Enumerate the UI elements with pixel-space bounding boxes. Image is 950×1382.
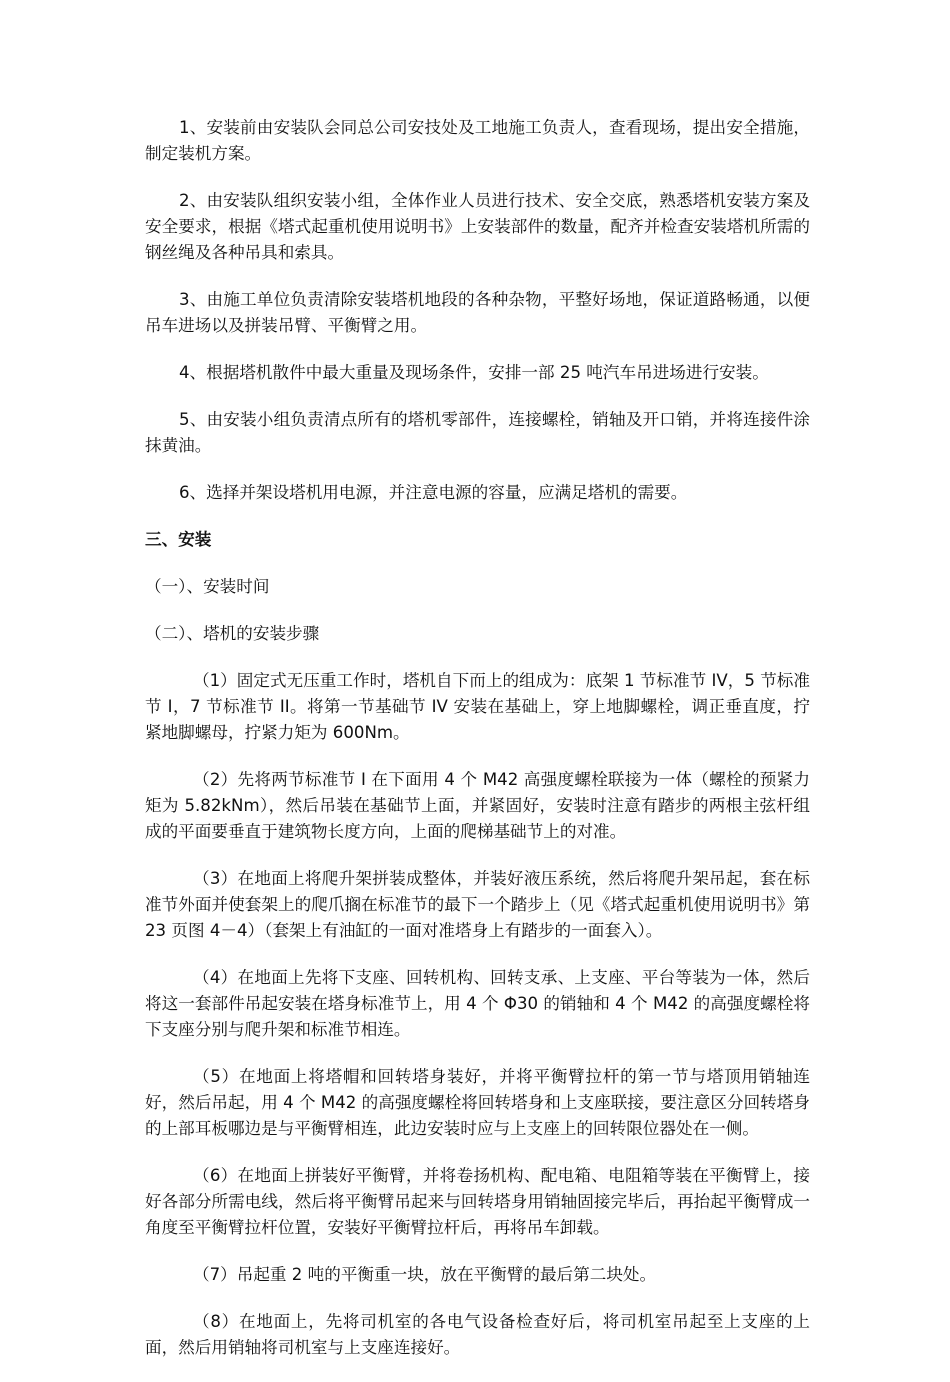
prep-item-2: 2、由安装队组织安装小组，全体作业人员进行技术、安全交底，熟悉塔机安装方案及安全要求，根据《塔式起重机使用说明书》上安装部件的数量，配齐并检查安装塔机所需的钢丝绳及各种吊具和索具。 <box>145 191 810 262</box>
step-5: （5）在地面上将塔帽和回转塔身装好，并将平衡臂拉杆的第一节与塔顶用销轴连好，然后吊起，用 4 个 M42 的高强度螺栓将回转塔身和上支座联接，要注意区分回转塔身的上部耳板哪边是与平衡臂相连，此边安装时应与上支座上的回转限位器处在一侧。 <box>145 1067 810 1138</box>
prep-item-3: 3、由施工单位负责清除安装塔机地段的各种杂物，平整好场地，保证道路畅通，以便吊车进场以及拼装吊臂、平衡臂之用。 <box>145 290 810 335</box>
prep-item-1: 1、安装前由安装队会同总公司安技处及工地施工负责人，查看现场，提出安全措施，制定装机方案。 <box>145 118 810 163</box>
step-7: （7）吊起重 2 吨的平衡重一块，放在平衡臂的最后第二块处。 <box>193 1265 657 1284</box>
step-6: （6）在地面上拼装好平衡臂，并将卷扬机构、配电箱、电阻箱等装在平衡臂上，接好各部分所需电线，然后将平衡臂吊起来与回转塔身用销轴固接完毕后，再抬起平衡臂成一角度至平衡臂拉杆位置，安装好平衡臂拉杆后，再将吊车卸载。 <box>145 1166 810 1237</box>
section-heading: 三、安装 <box>145 530 212 549</box>
step-1: （1）固定式无压重工作时，塔机自下而上的组成为：底架 1 节标准节 IV，5 节标准节 I，7 节标准节 II。将第一节基础节 IV 安装在基础上，穿上地脚螺栓，调正垂直度，拧紧地脚螺母，拧紧力矩为 600Nm。 <box>145 671 810 742</box>
document-body <box>145 115 810 1382</box>
step-4: （4）在地面上先将下支座、回转机构、回转支承、上支座、平台等装为一体，然后将这一套部件吊起安装在塔身标准节上，用 4 个 Φ30 的销轴和 4 个 M42 的高强度螺栓将下支座分别与爬升架和标准节相连。 <box>145 968 810 1039</box>
step-3: （3）在地面上将爬升架拼装成整体，并装好液压系统，然后将爬升架吊起，套在标准节外面并使套架上的爬爪搁在标准节的最下一个踏步上（见《塔式起重机使用说明书》第 23 页图 4－4）（套架上有油缸的一面对准塔身上有踏步的一面套入）。 <box>145 869 810 940</box>
sub-heading-install-time: （一）、安装时间 <box>145 577 270 596</box>
prep-item-5: 5、由安装小组负责清点所有的塔机零部件，连接螺栓，销轴及开口销，并将连接件涂抹黄油。 <box>145 410 810 455</box>
prep-item-6: 6、选择并架设塔机用电源，并注意电源的容量，应满足塔机的需要。 <box>179 483 688 502</box>
step-2: （2）先将两节标准节 I 在下面用 4 个 M42 高强度螺栓联接为一体（螺栓的预紧力矩为 5.82kNm），然后吊装在基础节上面，并紧固好，安装时注意有踏步的两根主弦杆组成的平面要垂直于建筑物长度方向，上面的爬梯基础节上的对准。 <box>145 770 810 841</box>
step-8: （8）在地面上，先将司机室的各电气设备检查好后，将司机室吊起至上支座的上面，然后用销轴将司机室与上支座连接好。 <box>145 1312 810 1357</box>
prep-item-4: 4、根据塔机散件中最大重量及现场条件，安排一部 25 吨汽车吊进场进行安装。 <box>179 363 769 382</box>
sub-heading-install-steps: （二）、塔机的安装步骤 <box>145 624 320 643</box>
